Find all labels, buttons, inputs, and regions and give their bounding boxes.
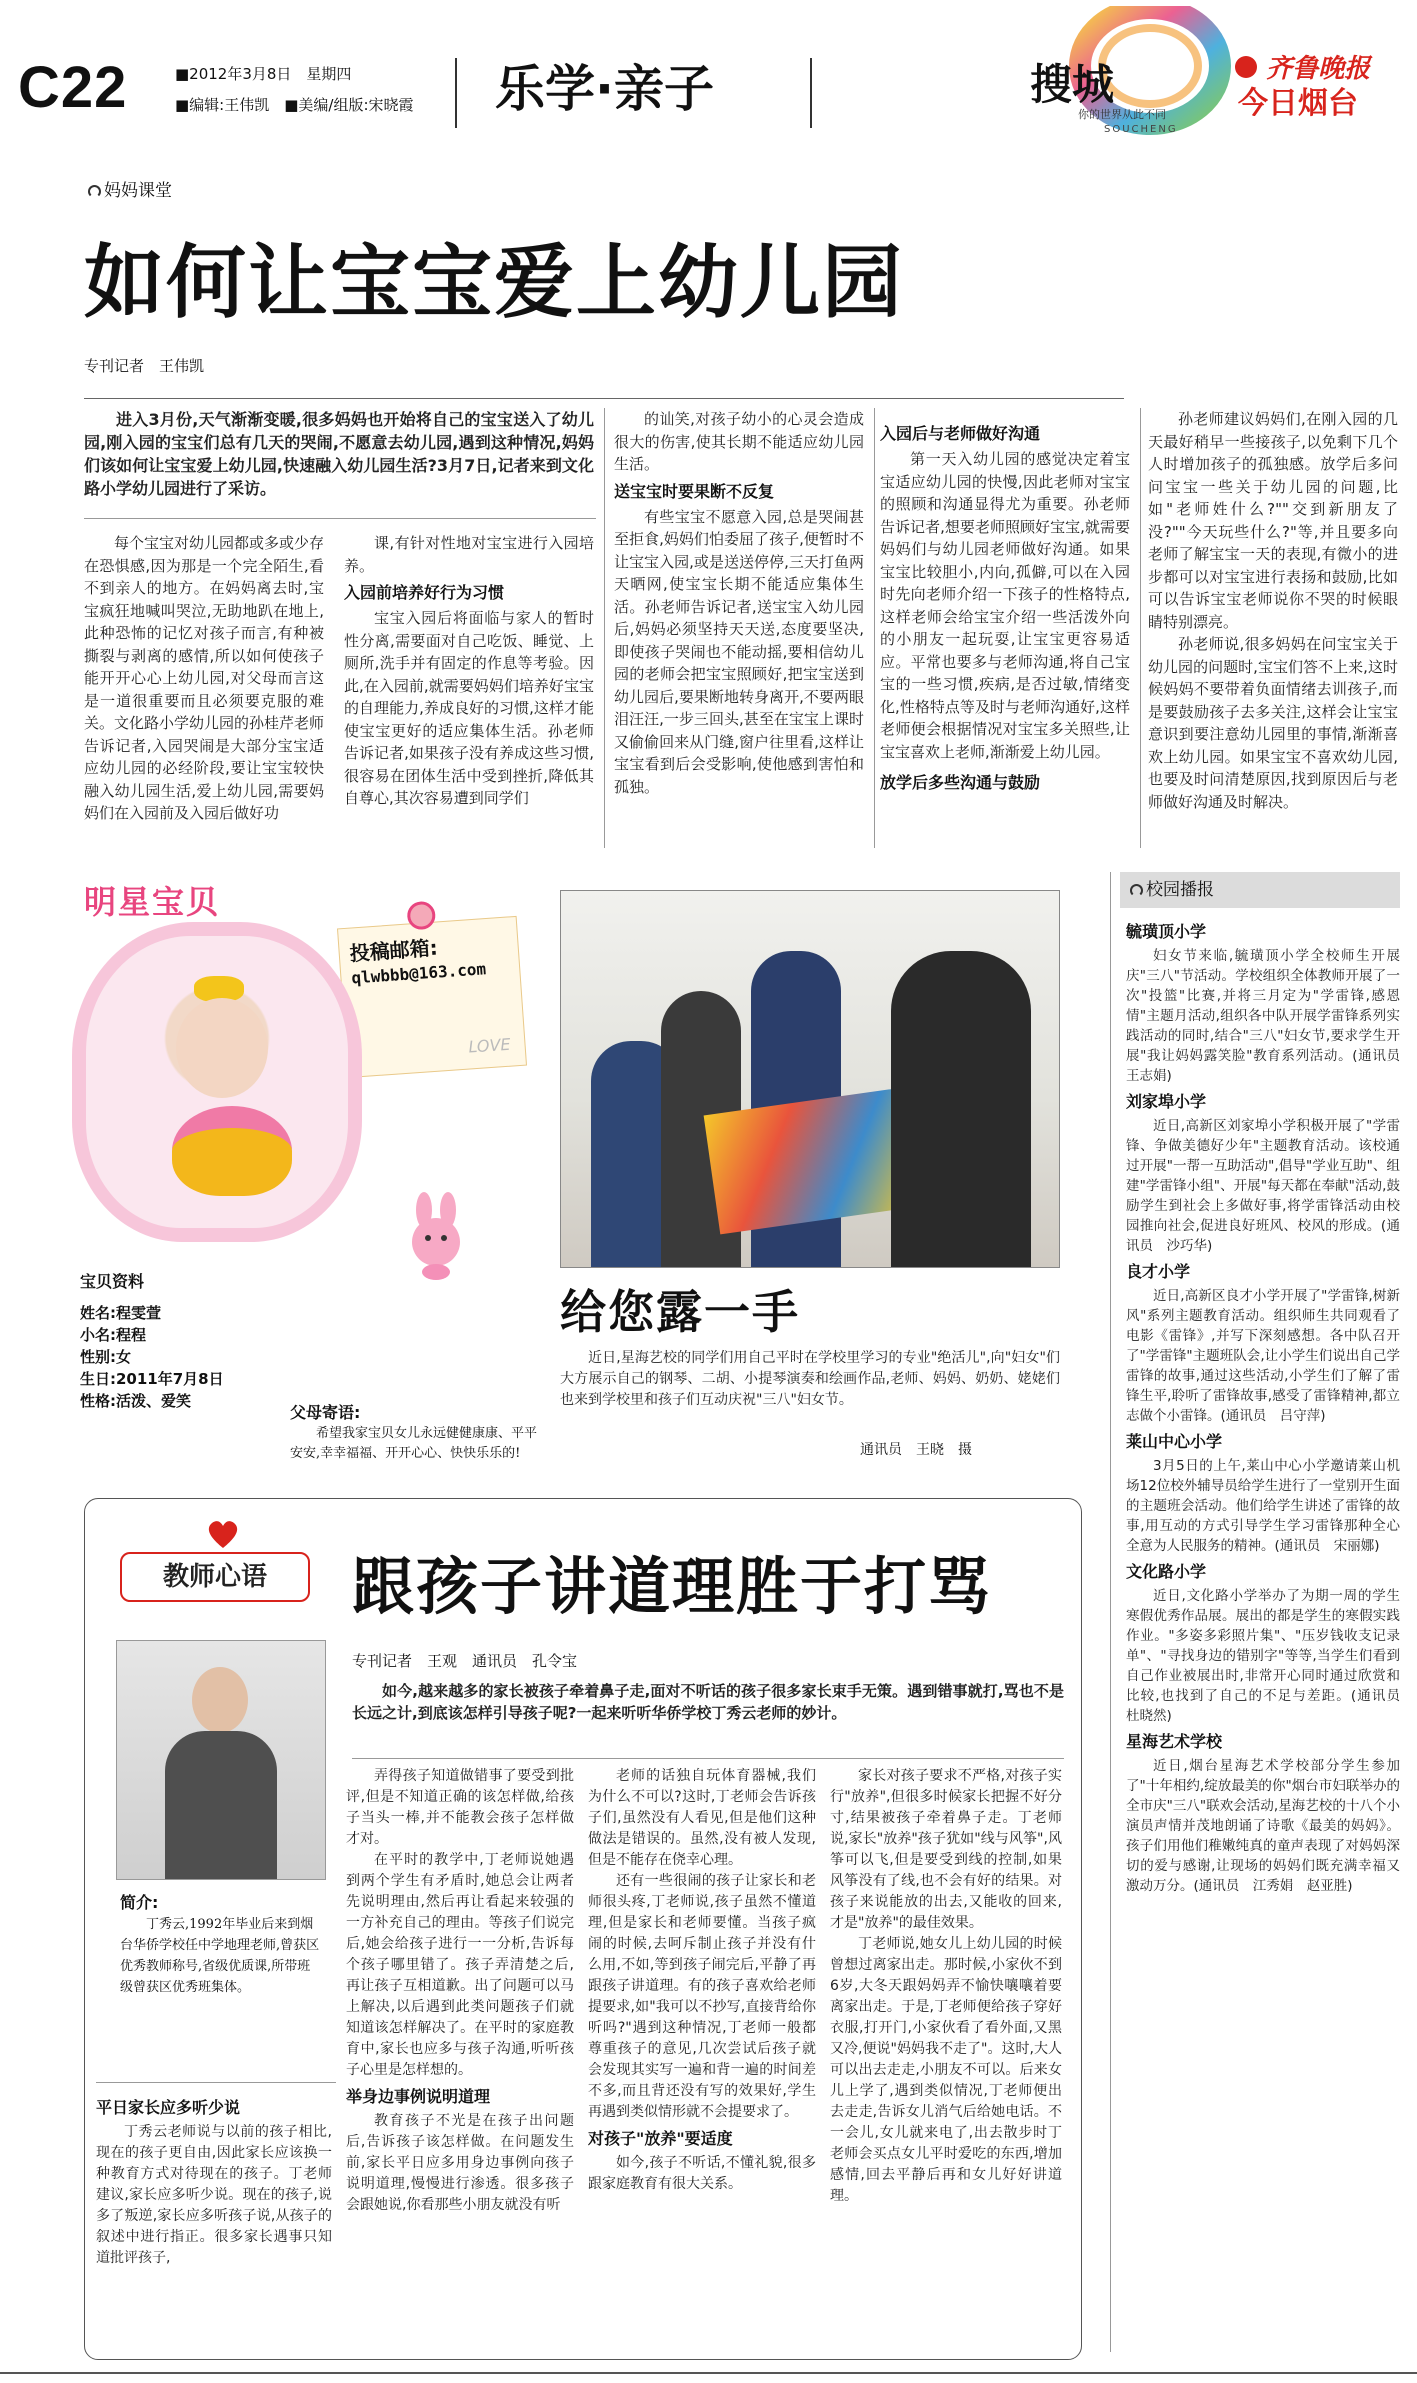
campus-item: [1126, 1260, 1400, 1426]
baby-face: [176, 998, 268, 1098]
edition-name: 今日烟台: [1238, 86, 1358, 121]
baby-field: 小名:程程: [80, 1326, 146, 1344]
love-word: LOVE: [467, 1034, 512, 1057]
subhead-habit: 入园前培养好行为习惯: [344, 583, 505, 602]
bio-title: 简介:: [120, 1893, 159, 1912]
page-number: C22: [18, 55, 128, 120]
paper-name: [1235, 48, 1371, 84]
soucheng-logo: [1000, 6, 1240, 146]
paper-name-text: 齐鲁晚报: [1266, 54, 1371, 84]
date-line: ■2012年3月8日 星期四: [175, 65, 352, 83]
bunny-deco-icon: [402, 1192, 472, 1282]
article1-col2: 课,有针对性地对宝宝进行入园培养。 入园前培养好行为习惯 宝宝入园后将面临与家人的暂时性分离,需要面对自己吃饭、睡觉、上厕所,洗手并有固定的作息等考验。因此,在入园前,就需要妈妈们培养好宝宝的自理能力,养成良好的习惯,这样才能使宝宝更好的适应集体生活。孙老师告诉记者,如果孩子没有养成这些习惯,很容易在团体生活中受到挫折,降低其自尊心,其次容易遭到同学们: [344, 534, 594, 807]
campus-text: 妇女节来临,毓璜顶小学全校师生开展庆"三八"节活动。学校组织全体教师开展了一次"投篮"比赛,并将三月定为"学雷锋,感恩情"主题月活动,组织各中队开展学雷锋系列实践活动的同时,结合"三八"妇女节,要求学生开展"我让妈妈露笑脸"教育系列活动。(通讯员 王志娟): [1126, 948, 1414, 1084]
photo-story-caption: 近日,星海艺校的同学们用自己平时在学校里学习的专业"绝活儿",向"妇女"们大方展示自己的钢琴、二胡、小提琴演奏和绘画作品,老师、妈妈、奶奶、姥姥们也来到学校里和孩子们互动庆祝"三八"妇女节。: [560, 1350, 1060, 1408]
subhead-examples: 举身边事例说明道理: [346, 2087, 491, 2106]
campus-item: [1126, 920, 1414, 1086]
baby-photo: [86, 936, 348, 1228]
toy-drum-icon: [172, 1106, 292, 1196]
lead-1: 进入3月份,天气渐渐变暖,很多妈妈也开始将自己的宝宝送入了幼儿园,刚入园的宝宝们总有几天的哭闹,不愿意去幼儿园,遇到这种情况,妈妈们该如何让宝宝爱上幼儿园,快速融入幼儿园生活?3月7日,记者来到文化路小学幼儿园进行了采访。: [84, 410, 594, 498]
byline-1: 专刊记者 王伟凯: [84, 357, 205, 375]
logo-slogan: 你的世界从此不同: [1078, 108, 1166, 121]
photo-story-headline: 给您露一手: [560, 1285, 800, 1339]
heart-icon: [206, 1518, 240, 1552]
photo-story-image: [560, 890, 1060, 1268]
section-title-a: 乐学: [495, 60, 595, 118]
campus-text: 近日,高新区刘家埠小学积极开展了"学雷锋、争做美德好少年"主题教育活动。该校通过开展"一帮一互助活动",倡导"学业互助"、组建"学雷锋小组"、开展"每天都在奉献"活动,鼓励学生到社会上多做好事,将学雷锋活动由校园推向社会,促进良好班风、校风的形成。(通讯员 沙巧华): [1126, 1118, 1400, 1254]
bio-text: 丁秀云,1992年毕业后来到烟台华侨学校任中学地理老师,曾获区优秀教师称号,省级优质课,所带班级曾获区优秀班集体。: [120, 1917, 320, 1995]
campus-school: 刘家埠小学: [1126, 1092, 1207, 1111]
baby-field: 性格:活泼、爱笑: [80, 1392, 191, 1410]
campus-text: 近日,高新区良才小学开展了"学雷锋,树新风"系列主题教育活动。组织师生共同观看了电影《雷锋》,并写下深刻感想。各中队召开了"学雷锋"主题班队会,让小学生们说出自己学雷锋的故事,通过这些活动,小学生们了解了雷锋生平,聆听了雷锋故事,感受了雷锋精神,都立志做个小雷锋。(通讯员 吕守萍): [1126, 1288, 1400, 1424]
teacher-body: [165, 1731, 277, 1880]
baby-field: 生日:2011年7月8日: [80, 1370, 224, 1388]
star-baby-title: 明星宝贝: [84, 883, 221, 921]
campus-item: [1126, 1560, 1414, 1726]
article2-colB: 老师的话独自玩体育器械,我们为什么不可以?这时,丁老师会告诉孩子们,虽然没有人看见,但是他们这种做法是错误的。虽然,没有被人发现,但是不能存在侥幸心理。 还有一些很闹的孩子让家长和老师很头疼,丁老师说,孩子虽然不懂道理,但是家长和老师要懂。当孩子疯闹的时候,去呵斥制止孩子并没有什么用,不如,等到孩子闹完后,平静了再跟孩子讲道理。有的孩子喜欢给老师提要求,如"我可以不抄写,直接背给你听吗?"遇到这种情况,丁老师一般都尊重孩子的意见,几次尝试后孩子就会发现其实写一遍和背一遍的时间差不多,而且背还没有写的效果好,学生再遇到类似情形就不会提要求了。 对孩子"放养"要适度 如今,孩子不听话,不懂礼貌,很多跟家庭教育有很大关系。: [588, 1768, 816, 2192]
subhead-send: 送宝宝时要果断不反复: [614, 481, 775, 501]
byline-2: 专刊记者 王观 通讯员 孔令宝: [352, 1652, 578, 1670]
campus-school: 毓璜顶小学: [1126, 922, 1207, 941]
parents-wish: [290, 1402, 540, 1464]
teacher-head: [192, 1667, 248, 1733]
campus-item: [1126, 1730, 1400, 1896]
logo-main: 搜城: [1030, 60, 1115, 109]
subhead-free-range: 对孩子"放养"要适度: [588, 2129, 733, 2148]
column-tag-mama: [88, 180, 172, 202]
tag-circle-icon: [1130, 884, 1143, 897]
paper-logo-icon: [1235, 56, 1257, 78]
teacher-tag: [120, 1518, 320, 1614]
teacher-tag-label: 教师心语: [120, 1552, 310, 1602]
campus-list: [1126, 916, 1414, 1896]
article1-col1: 每个宝宝对幼儿园都或多或少存在恐惧感,因为那是一个完全陌生,看不到亲人的地方。在妈妈离去时,宝宝疯狂地喊叫哭泣,无助地趴在地上,此种恐怖的记忆对孩子而言,有种被撕裂与剥离的感情,所以如何使孩子能开开心心上幼儿园,对父母而言这是一道很重要而且必须要克服的难关。文化路小学幼儿园的孙桂芹老师告诉记者,入园哭闹是大部分宝宝适应幼儿园的必经阶段,要让宝宝较快融入幼儿园生活,爱上幼儿园,需要妈妈们在入园前及入园后做好功: [84, 534, 325, 822]
headline-2: 跟孩子讲道理胜于打骂: [352, 1550, 993, 1623]
baby-info: [80, 1270, 290, 1412]
baby-photo-frame: [72, 922, 362, 1242]
subhead-communicate: 入园后与老师做好沟通: [880, 424, 1041, 443]
tag-circle-icon: [88, 185, 101, 198]
campus-text: 近日,文化路小学举办了为期一周的学生寒假优秀作品展。展出的都是学生的寒假实践作业。"多姿多彩照片集"、"压岁钱收支记录单"、"寻找身边的错别字"等等,当学生们看到自己作业被展出时,非常开心同时通过欣赏和比较,也找到了自己的不足与差距。(通讯员 杜晓然): [1126, 1588, 1414, 1724]
mailbox-note: [337, 916, 527, 1078]
editor-line: ■编辑:王伟凯 ■美编/组版:宋晓霞: [175, 96, 414, 114]
headline-1: 如何让宝宝爱上幼儿园: [84, 236, 904, 329]
article2-colA: 弄得孩子知道做错事了要受到批评,但是不知道正确的该怎样做,给孩子当头一棒,并不能教会孩子怎样做才对。 在平时的教学中,丁老师说她遇到两个学生有矛盾时,她总会让两者先说明理由,然后再让看起来较强的一方补充自己的理由。等孩子们说完后,她会给孩子进行一一分析,告诉每个孩子哪里错了。孩子弄清楚之后,再让孩子互相道歉。出了问题可以马上解决,以后遇到此类问题孩子们就知道该怎样解决了。在平时的家庭教育中,家长也应多与孩子沟通,听听孩子心里是怎样想的。 举身边事例说明道理 教育孩子不光是在孩子出问题后,告诉孩子该怎样做。在问题发生前,家长平日应多用身边事例向孩子说明道理,慢慢进行渗透。很多孩子会跟她说,你看那些小朋友就没有听: [346, 1768, 574, 2213]
baby-info-title: 宝贝资料: [80, 1272, 145, 1291]
campus-school: 良才小学: [1126, 1262, 1191, 1281]
column-tag-label: 妈妈课堂: [104, 181, 172, 201]
article2-colC: 家长对孩子要求不严格,对孩子实行"放养",但很多时候家长把握不好分寸,结果被孩子牵着鼻子走。丁老师说,家长"放养"孩子犹如"线与风筝",风筝可以飞,但是要受到线的控制,如果风筝没有了线,也不会有好的结果。对孩子来说能放的出去,又能收的回来,才是"放养"的最佳效果。 丁老师说,她女儿上幼儿园的时候曾想过离家出走。那时候,小家伙不到6岁,大冬天跟妈妈弄不愉快嚷嚷着要离家出走。于是,丁老师便给孩子穿好衣服,打开门,小家伙看了看外面,又黑又冷,便说"妈妈我不走了"。这时,大人可以出去走走,小朋友不可以。后来女儿上学了,遇到类似情况,丁老师便出去走走,告诉女儿消气后给她电话。不一会儿,女儿就来电了,出去散步时丁老师会买点女儿平时爱吃的东西,增加感情,回去平静后再和女儿好好讲道理。: [830, 1768, 1062, 2204]
campus-item: [1126, 1090, 1400, 1256]
star-baby-box: [62, 862, 562, 1462]
teacher-photo: [116, 1640, 326, 1880]
person-figure: [891, 951, 1031, 1268]
baby-field: 姓名:程雯萱: [80, 1304, 161, 1322]
campus-school: 文化路小学: [1126, 1562, 1207, 1581]
wish-text: 希望我家宝贝女儿永远健健康康、平平安安,幸幸福福、开开心心、快快乐乐的!: [290, 1426, 538, 1461]
subhead-encourage: 放学后多些沟通与鼓励: [880, 773, 1041, 792]
article1-col5: 孙老师建议妈妈们,在刚入园的几天最好稍早一些接孩子,以免剩下几个人时增加孩子的孤独感。放学后多问问宝宝一些关于幼儿园的问题,比如"老师姓什么?""交到新朋友了没?""今天玩些什么?"等,并且要多向老师了解宝宝一天的表现,有微小的进步都可以对宝宝进行表扬和鼓励,比如可以告诉宝宝老师说你不哭的时候眼睛特别漂亮。 孙老师说,很多妈妈在问宝宝关于幼儿园的问题时,宝宝们答不上来,这时候妈妈不要带着负面情绪去训孩子,而是要鼓励孩子去多关注,这样会让宝宝意识到要注意幼儿园里的事情,渐渐喜欢上幼儿园。如果宝宝不喜欢幼儿园,也要及时问清楚原因,找到原因后与老师做好沟通及时解决。: [1148, 410, 1398, 811]
campus-header: [1120, 872, 1400, 908]
article2-left-col: 平日家长应多听少说 丁秀云老师说与以前的孩子相比,现在的孩子更自由,因此家长应该换一种教育方式对待现在的孩子。丁老师建议,家长应多听少说。现在的孩子,说多了叛逆,家长应多听孩子说,从孩子的叙述中进行指正。很多家长遇事只知道批评孩子,: [96, 2098, 332, 2266]
section-title-b: 亲子: [614, 60, 714, 118]
photo-story-credit: 通讯员 王晓 摄: [860, 1442, 972, 1458]
campus-item: [1126, 1430, 1400, 1556]
campus-school: 莱山中心小学: [1126, 1432, 1223, 1451]
campus-text: 近日,烟台星海艺术学校部分学生参加了"十年相约,绽放最美的你"烟台市妇联举办的全市庆"三八"联欢会活动,星海艺校的十八个小演员声情并茂地朗诵了诗歌《最美的妈妈》。孩子们用他们稚嫩纯真的童声表现了对妈妈深切的爱与感谢,让现场的妈妈们既充满幸福又激动万分。(通讯员 江秀娟 赵亚胜): [1126, 1758, 1400, 1894]
campus-text: 3月5日的上午,莱山中心小学邀请莱山机场12位校外辅导员给学生进行了一堂别开生面的主题班会活动。他们给学生讲述了雷锋的故事,用互动的方式引导学生学习雷锋那种全心全意为人民服务的精神。(通讯员 宋丽娜): [1126, 1458, 1400, 1554]
logo-en: SOUCHENG: [1104, 124, 1178, 135]
subhead-listen: 平日家长应多听少说: [96, 2098, 241, 2117]
mailbox-address: qlwbbb@163.com: [350, 959, 487, 988]
mailbox-label: 投稿邮箱:: [348, 935, 439, 966]
masthead: [0, 0, 1417, 150]
campus-school: 星海艺术学校: [1126, 1732, 1223, 1751]
article1-col3: 的讪笑,对孩子幼小的心灵会造成很大的伤害,使其长期不能适应幼儿园生活。 送宝宝时要果断不反复 有些宝宝不愿意入园,总是哭闹甚至拒食,妈妈们怕委屈了孩子,便暂时不让宝宝入园,或是送送停停,三天打鱼两天晒网,使宝宝长期不能适应集体生活。孙老师告诉记者,送宝宝入幼儿园后,妈妈必须坚持天天送,态度要坚决,即使孩子哭闹也不能动摇,要相信幼儿园的老师会把宝宝照顾好,把宝宝送到幼儿园后,要果断地转身离开,不要两眼泪汪汪,一步三回头,甚至在宝宝上课时又偷偷回来从门缝,窗户往里看,这样让宝宝看到后会受影响,使他感到害怕和孤独。: [614, 410, 864, 796]
note-pin-icon: [406, 901, 436, 931]
section-title-dot: ·: [595, 60, 614, 118]
lead-2: 如今,越来越多的家长被孩子牵着鼻子走,面对不听话的孩子很多家长束手无策。遇到错事就打,骂也不是长远之计,到底该怎样引导孩子呢?一起来听听华侨学校丁秀云老师的妙计。: [352, 1682, 1064, 1722]
teacher-bio: [120, 1892, 320, 1998]
article1-col4: 入园后与老师做好沟通 第一天入幼儿园的感觉决定着宝宝适应幼儿园的快慢,因此老师对宝宝的照顾和沟通显得尤为重要。孙老师告诉记者,想要老师照顾好宝宝,就需要妈妈们与幼儿园老师做好沟通。如果宝宝比较胆小,内向,孤僻,可以在入园时先向老师介绍一下孩子的性格特点,这样老师会给宝宝介绍一些活泼外向的小朋友一起玩耍,让宝宝更容易适应。平常也要多与老师沟通,将自己宝宝的一些习惯,疾病,是否过敏,情绪变化,性格特点等及时与老师沟通好,这样老师便会根据情况对宝宝多关照些,让宝宝喜欢上老师,渐渐爱上幼儿园。 放学后多些沟通与鼓励: [880, 418, 1130, 797]
wish-title: 父母寄语:: [290, 1403, 361, 1422]
campus-header-label: 校园播报: [1146, 880, 1214, 900]
baby-field: 性别:女: [80, 1348, 131, 1366]
section-title: [495, 54, 714, 124]
